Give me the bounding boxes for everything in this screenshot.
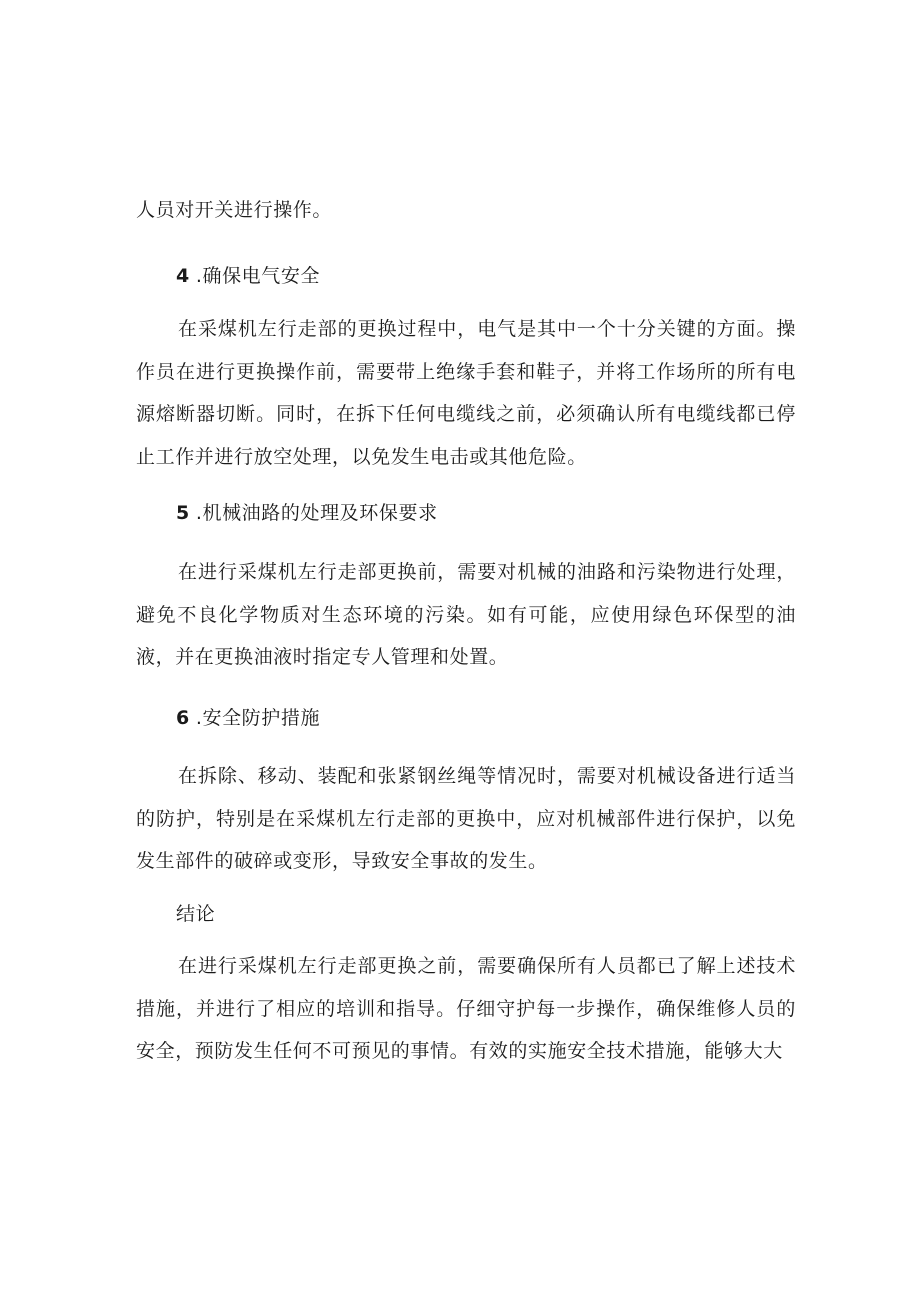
section-4-heading bbox=[176, 255, 776, 298]
section-4-title: .确保电气安全 bbox=[195, 265, 321, 287]
section-6-paragraph: 在拆除、移动、装配和张紧钢丝绳等情况时，需要对机械设备进行适当的防护，特别是在采煤机左行走部的更换中，应对机械部件进行保护，以免发生部件的破碎或变形，导致安全事故的发生。 bbox=[136, 765, 796, 872]
section-4-paragraph: 在采煤机左行走部的更换过程中，电气是其中一个十分关键的方面。操作员在进行更换操作前，需要带上绝缘手套和鞋子，并将工作场所的所有电源熔断器切断。同时，在拆下任何电缆线之前，必须确认所有电缆线都已停止工作并进行放空处理，以免发生电击或其他危险。 bbox=[136, 318, 796, 468]
conclusion-heading: 结论 bbox=[176, 903, 216, 925]
section-6-heading bbox=[176, 697, 776, 740]
conclusion-paragraph: 在进行采煤机左行走部更换之前，需要确保所有人员都已了解上述技术措施，并进行了相应的培训和指导。仔细守护每一步操作，确保维修人员的安全，预防发生任何不可预见的事情。有效的实施安全技术措施，能够大大 bbox=[136, 955, 796, 1062]
section-6-title: .安全防护措施 bbox=[195, 707, 321, 729]
section-4-number: 4 bbox=[176, 265, 190, 287]
section-6-number: 6 bbox=[176, 707, 190, 729]
section-5-paragraph: 在进行采煤机左行走部更换前，需要对机械的油路和污染物进行处理，避免不良化学物质对生态环境的污染。如有可能，应使用绿色环保型的油液，并在更换油液时指定专人管理和处置。 bbox=[136, 561, 796, 668]
section-5-heading bbox=[176, 492, 776, 535]
continuation-paragraph: 人员对开关进行操作。 bbox=[136, 199, 333, 221]
section-5-title: .机械油路的处理及环保要求 bbox=[195, 502, 438, 524]
section-5-number: 5 bbox=[176, 502, 190, 524]
